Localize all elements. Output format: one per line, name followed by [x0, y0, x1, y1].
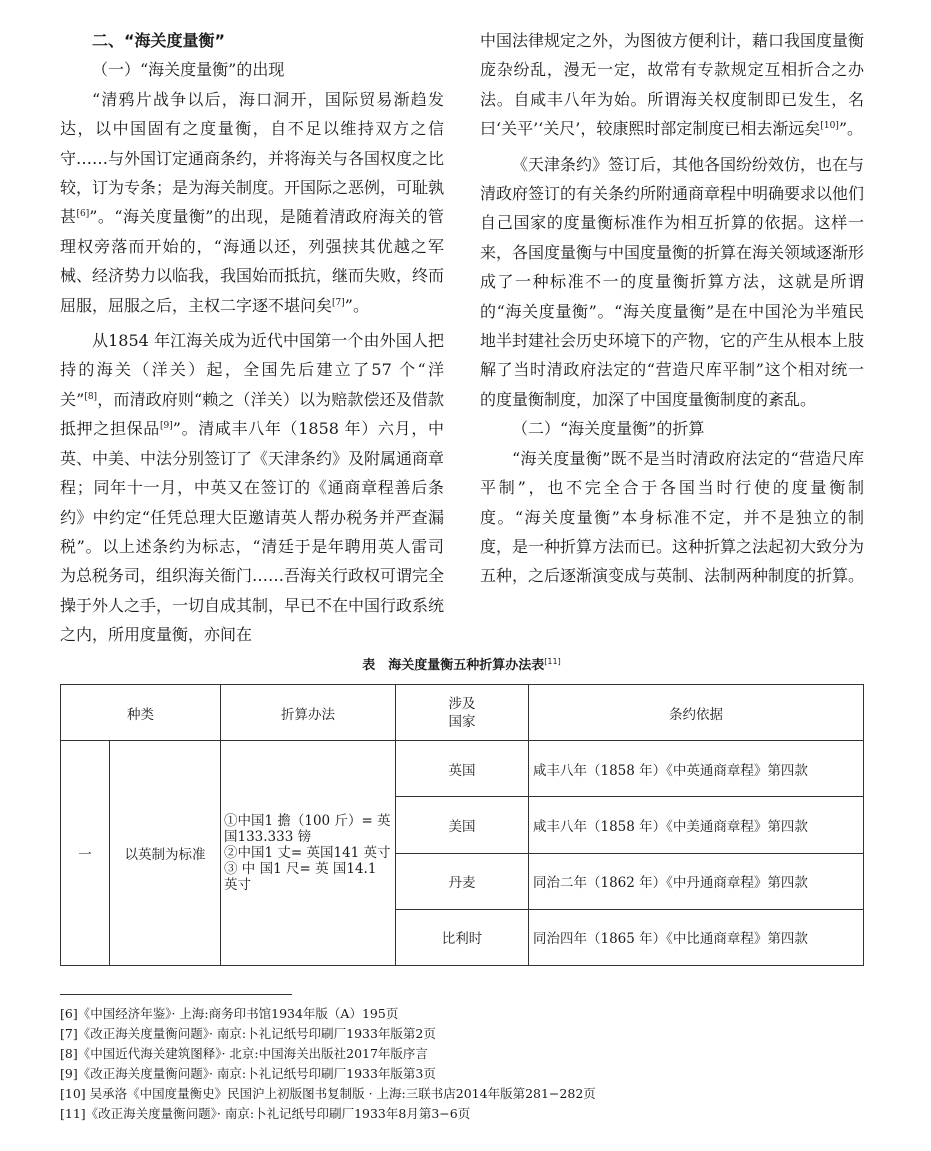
paragraph-text: 中国法律规定之外，为图彼方便利计，藉口我国度量衡庞杂纷乱，漫无一定，故常有专款规定互相折合之办法。自咸丰八年为始。所谓海关权度制即已发生，名曰‘关平’‘关尺’，较康熙时部定制度已相去渐远矣 — [480, 31, 865, 139]
subsection-heading: （二）“海关度量衡”的折算 — [512, 419, 705, 439]
basis-cell: 咸丰八年（1858 年）《中美通商章程》第四款 — [529, 797, 864, 853]
paragraph — [480, 26, 864, 144]
table-header-row — [61, 685, 864, 741]
footnote-item: [7]《改正海关度量衡问题》· 南京:卜礼记纸号印刷厂1933年版第2页 — [60, 1026, 436, 1041]
table-title-text: 表 海关度量衡五种折算办法表 — [362, 658, 545, 673]
paragraph-text: ，而清政府则“赖之（洋关）以为赔款偿还及借款抵押之担保品 — [60, 389, 444, 439]
footnote-ref[interactable]: [6] — [76, 209, 90, 220]
paragraph — [60, 85, 444, 320]
basis-cell: 咸丰八年（1858 年）《中英通商章程》第四款 — [529, 741, 864, 797]
table-title — [60, 654, 863, 673]
footnote-ref[interactable]: [11] — [544, 657, 561, 666]
header-basis: 条约依据 — [529, 685, 864, 741]
country-cell: 比利时 — [396, 909, 529, 965]
paragraph-text: ”。“海关度量衡”的出现，是随着清政府海关的管理权旁落而开始的，“海通以还，列强挟其优越之军械、经济势力以临我，我国始而抵抗，继而失败，终而屈服，屈服之后，主权二字逐不堪问矣 — [60, 207, 445, 315]
header-kind: 种类 — [61, 685, 221, 741]
footnote-item: [6]《中国经济年鉴》· 上海:商务印书馆1934年版（A）195页 — [60, 1006, 399, 1021]
paragraph — [60, 326, 444, 649]
footnote-ref[interactable]: [8] — [84, 391, 98, 402]
method-cell — [221, 741, 396, 966]
header-method: 折算办法 — [221, 685, 396, 741]
right-column — [480, 26, 864, 591]
conversion-table — [60, 684, 864, 966]
footnote-divider — [60, 994, 292, 995]
left-column — [60, 26, 444, 650]
footnote-ref[interactable]: [9] — [159, 421, 173, 432]
country-cell: 美国 — [396, 797, 529, 853]
table-row — [61, 741, 864, 797]
footnote-item: [9]《改正海关度量衡问题》· 南京:卜礼记纸号印刷厂1933年版第3页 — [60, 1066, 436, 1081]
row-kind: 以英制为标准 — [110, 741, 221, 966]
paragraph-text: “清鸦片战争以后，海口洞开，国际贸易渐趋发达，以中国固有之度量衡，自不足以维持双方之信守……与外国订定通商条约，并将海关与各国权度之比较，订为专条；是为海关制度。开国际之恶例，可耻孰甚 — [60, 89, 445, 227]
row-number: 一 — [61, 741, 110, 966]
paragraph: “海关度量衡”既不是当时清政府法定的“营造尺库平制”，也不完全合于各国当时行使的度量衡制度。“海关度量衡”本身标准不定，并不是独立的制度，是一种折算方法而已。这种折算之法起初大致分为五种，之后逐渐演变成与英制、法制两种制度的折算。 — [480, 448, 865, 586]
footnote-ref[interactable]: [7] — [332, 297, 345, 308]
section-heading: 二、“海关度量衡” — [92, 31, 226, 50]
method-line: ②中国1 丈= 英国141 英寸 — [224, 845, 391, 861]
paragraph-text: ”。 — [838, 119, 864, 139]
header-country: 涉及国家 — [396, 685, 529, 741]
footnote-ref[interactable]: [10] — [820, 121, 839, 132]
footnote-item: [11]《改正海关度量衡问题》· 南京:卜礼记纸号印刷厂1933年8月第3−6页 — [60, 1106, 471, 1121]
paragraph-text: ”。 — [344, 295, 369, 315]
basis-cell: 同治四年（1865 年）《中比通商章程》第四款 — [529, 909, 864, 965]
country-cell: 英国 — [396, 741, 529, 797]
paragraph-text: 从1854 年江海关成为近代中国第一个由外国人把持的海关（洋关）起，全国先后建立了57 个“洋关” — [60, 331, 444, 409]
paragraph-text: ”。清咸丰八年（1858 年）六月，中英、中美、中法分别签订了《天津条约》及附属通商章程；同年十一月，中英又在签订的《通商章程善后条约》中约定“任凭总理大臣邀请英人帮办税务并严查漏税”。以上述条约为标志，“清廷于是年聘用英人雷司为总税务司，组织海关衙门……吾海关行政权可谓完全操于外人之手，一切自成其制，早已不在中国行政系统之内，所用度量衡，亦间在 — [60, 419, 445, 645]
method-line: ③ 中 国1 尺= 英 国14.1 英寸 — [224, 861, 377, 893]
paragraph: 《天津条约》签订后，其他各国纷纷效仿，也在与清政府签订的有关条约所附通商章程中明确要求以他们自己国家的度量衡标准作为相互折算的依据。这样一来，各国度量衡与中国度量衡的折算在海关领域逐渐形成了一种标准不一的度量衡折算方法，这就是所谓的“海关度量衡”。“海关度量衡”是在中国沦为半殖民地半封建社会历史环境下的产物，它的产生从根本上肢解了当时清政府法定的“营造尺库平制”这个相对统一的度量衡制度，加深了中国度量衡制度的紊乱。 — [480, 154, 865, 409]
country-cell: 丹麦 — [396, 853, 529, 909]
footnote-item: [8]《中国近代海关建筑图释》· 北京:中国海关出版社2017年版序言 — [60, 1046, 428, 1061]
method-line: ①中国1 擔（100 斤）= 英国133.333 镑 — [224, 813, 391, 845]
footnotes — [60, 1004, 880, 1124]
subsection-heading: （一）“海关度量衡”的出现 — [92, 60, 285, 80]
footnote-item: [10] 吴承洛《中国度量衡史》民国沪上初版图书复制版 · 上海:三联书店2014年版第281−282页 — [60, 1086, 596, 1101]
basis-cell: 同治二年（1862 年）《中丹通商章程》第四款 — [529, 853, 864, 909]
